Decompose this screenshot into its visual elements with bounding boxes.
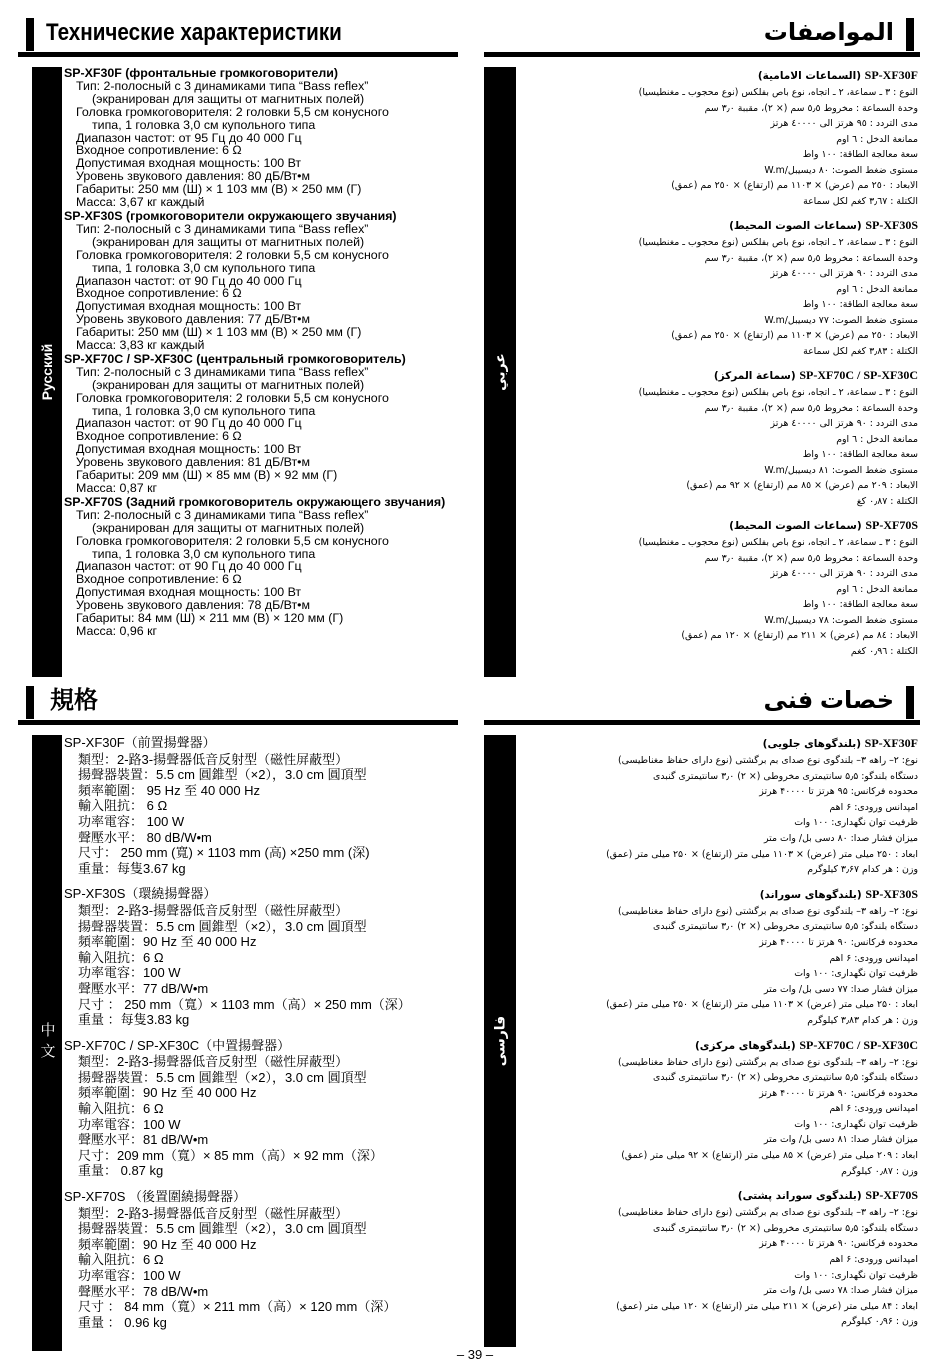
- persian-title: خصات فنی: [763, 687, 894, 714]
- spec-line: 聲壓水平：81 dB/W•m: [78, 1132, 209, 1148]
- model-heading: [512, 1187, 918, 1205]
- spec-section: [64, 735, 458, 876]
- spec-section: [512, 1037, 918, 1180]
- spec-line: 揚聲器裝置：5.5 cm 圓錐型（×2），3.0 cm 圓頂型: [78, 918, 367, 934]
- spec-line: 聲壓水平：77 dB/W•m: [78, 980, 209, 996]
- spec-line: مدى التردد : ٩٠ هرتز الى ٤٠٠٠٠ هرتز: [770, 568, 918, 579]
- spec-line: Уровень звукового давления: 78 дБ/Вт•м: [76, 598, 311, 613]
- model-number: SP-XF30F: [864, 68, 918, 82]
- spec-section: [64, 353, 458, 495]
- spec-line: ممانعة الدخل : ٦ اوم: [836, 283, 918, 295]
- spec-line: 輸入阻抗： 6 Ω: [78, 798, 168, 814]
- spec-line: ابعاد : ۸۴ میلی متر (عرض) × ۲۱۱ میلی متر (ارتفاع) × ۱۲۰ میلی متر (عمق): [616, 1300, 918, 1312]
- model-heading: [512, 886, 918, 904]
- model-heading: SP-XF30S（環繞揚聲器）: [64, 886, 217, 902]
- spec-line: (экранирован для защиты от магнитных полей): [92, 234, 365, 249]
- spec-section: [64, 67, 458, 209]
- spec-line: 輸入阻抗：6 Ω: [78, 1252, 164, 1268]
- persian-header: [484, 682, 920, 725]
- spec-line: Головка громкоговорителя: 2 головки 5,5 см конусного: [76, 533, 389, 548]
- spec-line: دستگاه بلندگو: ۵٫۵ سانتیمتری مخروطی (× ۲) ۳٫۰ سانتیمتری گنبدی: [653, 1222, 918, 1234]
- spec-section: [64, 886, 458, 1027]
- spec-line: ظرفیت توان نگهداری: ۱۰۰ وات: [794, 1269, 918, 1281]
- spec-section: [64, 210, 458, 352]
- spec-line: محدوده فرکانس: ۹۰ هرتز تا ۴۰۰۰۰ هرتز: [759, 1238, 918, 1250]
- model-heading: [512, 217, 918, 235]
- persian-section: [484, 682, 920, 1347]
- spec-line: Входное сопротивление: 6 Ω: [76, 143, 242, 158]
- model-heading: [512, 1037, 918, 1055]
- spec-line: مدى التردد : ٩٠ هرتز الى ٤٠٠٠٠ هرتز: [770, 268, 918, 279]
- spec-line: Уровень звукового давления: 77 дБ/Вт•м: [76, 312, 311, 327]
- spec-line: Уровень звукового давления: 80 дБ/Вт•м: [76, 169, 311, 184]
- model-heading: SP-XF30F (фронтальные громкоговорители): [64, 66, 338, 80]
- spec-line: Допустимая входная мощность: 100 Вт: [76, 585, 302, 600]
- spec-line: النوع : ٣ ـ سماعة، ٢ ـ اتجاه، نوع باص بفلكس (نوع محجوب ـ مغنطيسيا): [638, 237, 918, 248]
- spec-line: دستگاه بلندگو: ۵٫۵ سانتیمتری مخروطی (× ۲) ۳٫۰ سانتیمتری گنبدی: [653, 770, 918, 782]
- spec-line: 類型：2-路3-揚聲器低音反射型（磁性屏蔽型）: [78, 751, 349, 767]
- arabic-title: المواصفات: [763, 19, 894, 46]
- spec-line: Габариты: 84 мм (Ш) × 211 мм (В) × 120 мм (Г): [76, 611, 344, 626]
- spec-line: امپدانس ورودی: ۶ اهم: [829, 801, 918, 813]
- spec-line: Входное сопротивление: 6 Ω: [76, 572, 242, 587]
- spec-line: типа, 1 головка 3,0 см купольного типа: [92, 546, 316, 561]
- spec-line: (экранирован для защиты от магнитных полей): [92, 520, 365, 535]
- spec-line: 尺寸 ： 84 mm（寬）× 211 mm（高）× 120 mm（深）: [78, 1299, 397, 1315]
- spec-line: Тип: 2-полосный с 3 динамиками типа “Bass reflex”: [76, 364, 369, 379]
- header-marker-bar: [26, 18, 34, 51]
- spec-line: 類型：2-路3-揚聲器低音反射型（磁性屏蔽型）: [78, 902, 349, 918]
- spec-line: امپدانس ورودی: ۶ اهم: [829, 1254, 918, 1266]
- chinese-side-tab: [32, 735, 62, 1351]
- persian-spec-list: [512, 735, 920, 1330]
- model-number: SP-XF30S: [865, 886, 918, 901]
- chinese-spec-list: [58, 735, 458, 1330]
- model-heading: [512, 367, 918, 385]
- russian-side-label: Русский: [39, 343, 55, 401]
- spec-line: میزان فشار صدا: ۸۰ دسی بل/ وات متر: [763, 832, 918, 844]
- arabic-spec-list: [512, 67, 920, 659]
- spec-line: محدوده فرکانس: ۹۵ هرتز تا ۴۰۰۰۰ هرتز: [759, 786, 918, 798]
- spec-line: 聲壓水平：78 dB/W•m: [78, 1283, 209, 1299]
- spec-line: Габариты: 250 мм (Ш) × 1 103 мм (В) × 250 мм (Г): [76, 182, 362, 197]
- spec-line: ظرفیت توان نگهداری: ۱۰۰ وات: [794, 1118, 918, 1130]
- spec-line: الكتلة : ٣٫٨٣ كغم لكل سماعة: [803, 345, 918, 357]
- model-label: (بلندگوهای مرکزی): [695, 1039, 796, 1052]
- spec-line: الابعاد : ٢٠٩ مم (عرض) × ٨٥ مم (ارتفاع) × ٩٢ مم (عمق): [686, 480, 918, 491]
- spec-line: 重量 ：每隻3.83 kg: [78, 1012, 190, 1028]
- model-number: SP-XF70S: [865, 518, 918, 532]
- spec-line: 功率電容： 100 W: [78, 813, 185, 829]
- spec-line: ممانعة الدخل : ٦ اوم: [836, 133, 918, 145]
- spec-line: النوع : ٣ ـ سماعة، ٢ ـ اتجاه، نوع باص بفلكس (نوع محجوب ـ مغنطيسيا): [638, 87, 918, 98]
- spec-line: Уровень звукового давления: 81 дБ/Вт•м: [76, 455, 311, 470]
- spec-line: 功率電容：100 W: [78, 965, 181, 981]
- model-label: (سماعات الصوت المحيط): [729, 220, 862, 232]
- arabic-section: [484, 14, 920, 677]
- spec-line: Головка громкоговорителя: 2 головки 5,5 см конусного: [76, 390, 389, 405]
- spec-line: ظرفیت توان نگهداری: ۱۰۰ وات: [794, 817, 918, 829]
- header-marker-bar: [26, 686, 34, 719]
- model-label: (السماعات الامامية): [757, 70, 862, 82]
- spec-section: [64, 1038, 458, 1179]
- spec-section: [512, 367, 918, 509]
- spec-line: 揚聲器裝置：5.5 cm 圓錐型（×2），3.0 cm 圓頂型: [78, 1069, 367, 1085]
- spec-line: امپدانس ورودی: ۶ اهم: [829, 952, 918, 964]
- spec-line: میزان فشار صدا: ۸۱ دسی بل/ وات متر: [763, 1134, 918, 1146]
- model-number: SP-XF30F: [864, 736, 918, 750]
- spec-line: 功率電容：100 W: [78, 1116, 181, 1132]
- spec-line: محدوده فرکانس: ۹۰ هرتز تا ۴۰۰۰۰ هرتز: [759, 936, 918, 948]
- spec-line: دستگاه بلندگو: ۵٫۵ سانتیمتری مخروطی (× ۲) ۳٫۰ سانتیمتری گنبدی: [653, 921, 918, 933]
- spec-section: [512, 517, 918, 659]
- spec-line: Головка громкоговорителя: 2 головки 5,5 см конусного: [76, 247, 389, 262]
- spec-line: النوع : ٣ ـ سماعة، ٢ ـ اتجاه، نوع باص بفلكس (نوع محجوب ـ مغنطيسيا): [638, 387, 918, 398]
- persian-side-label: فارسی: [491, 1015, 508, 1067]
- spec-line: 尺寸：209 mm（寬）× 85 mm（高）× 92 mm（深）: [78, 1147, 383, 1163]
- arabic-side-tab: [484, 67, 516, 677]
- spec-line: ممانعة الدخل : ٦ اوم: [836, 433, 918, 445]
- russian-title: Технические характеристики: [46, 19, 342, 46]
- spec-line: типа, 1 головка 3,0 см купольного типа: [92, 117, 316, 132]
- spec-line: 尺寸： 250 mm (寬) × 1103 mm (高) ×250 mm (深): [78, 845, 370, 861]
- spec-line: Габариты: 209 мм (Ш) × 85 мм (В) × 92 мм (Г): [76, 468, 338, 483]
- spec-line: Масса: 0,96 кг: [76, 623, 158, 638]
- spec-line: سعة معالجة الطاقة: ١٠٠ واط: [802, 149, 918, 160]
- spec-line: 揚聲器裝置：5.5 cm 圓錐型（×2），3.0 cm 圓頂型: [78, 1221, 367, 1237]
- spec-line: نوع: ۲– راهه ۳– بلندگوی نوع صدای بم برگشتی (نوع دارای حفاظ مغناطیسی): [618, 1207, 918, 1219]
- spec-line: Тип: 2-полосный с 3 динамиками типа “Bass reflex”: [76, 221, 369, 236]
- model-label: (بلندگوهای سوراند): [759, 888, 862, 901]
- spec-line: النوع : ٣ ـ سماعة، ٢ ـ اتجاه، نوع باص بفلكس (نوع محجوب ـ مغنطيسيا): [638, 537, 918, 548]
- spec-line: مستوى ضغط الصوت: ٧٨ ديسيبل/W.m: [764, 614, 918, 626]
- spec-line: Допустимая входная мощность: 100 Вт: [76, 442, 302, 457]
- russian-header: [18, 14, 458, 57]
- spec-line: الكتلة : ٠٫٩٦ كغم: [850, 645, 918, 657]
- spec-line: ابعاد : ۲۰۹ میلی متر (عرض) × ۸۵ میلی متر (ارتفاع) × ۹۲ میلی متر (عمق): [621, 1150, 918, 1162]
- spec-line: ابعاد : ۲۵۰ میلی متر (عرض) × ۱۱۰۳ میلی متر (ارتفاع) × ۲۵۰ میلی متر (عمق): [606, 848, 918, 860]
- chinese-header: [18, 682, 458, 725]
- spec-line: الكتلة : ٣٫٦٧ كغم لكل سماعة: [803, 195, 918, 207]
- model-number: SP-XF30S: [865, 218, 918, 232]
- spec-line: 揚聲器裝置：5.5 cm 圓錐型（×2），3.0 cm 圓頂型: [78, 767, 367, 783]
- spec-line: 頻率範圍：90 Hz 至 40 000 Hz: [78, 1085, 257, 1101]
- spec-line: 輸入阻抗：6 Ω: [78, 1101, 164, 1117]
- spec-line: سعة معالجة الطاقة: ١٠٠ واط: [802, 449, 918, 460]
- russian-spec-list: [58, 67, 458, 638]
- spec-line: الابعاد : ٢٥٠ مم (عرض) × ١١٠٣ مم (ارتفاع) × ٢٥٠ مم (عمق): [671, 180, 918, 191]
- spec-line: типа, 1 головка 3,0 см купольного типа: [92, 403, 316, 418]
- spec-line: Диапазон частот: от 90 Гц до 40 000 Гц: [76, 273, 302, 288]
- model-label: (بلندگوهای جلویی): [762, 738, 862, 750]
- spec-line: وحدة السماعة : مخروط ٥٫٥ سم (× ٢)، مقببة ٣٫٠ سم: [704, 552, 918, 564]
- spec-section: [512, 735, 918, 878]
- spec-line: محدوده فرکانس: ۹۰ هرتز تا ۴۰۰۰۰ هرتز: [759, 1087, 918, 1099]
- spec-line: وزن : هر کدام ۳٫۸۳ کیلوگرم: [807, 1014, 918, 1026]
- russian-side-tab: [32, 67, 62, 677]
- model-heading: [512, 517, 918, 535]
- model-heading: SP-XF70C / SP-XF30C (центральный громкоговоритель): [64, 351, 406, 366]
- spec-line: 重量 ： 0.96 kg: [78, 1314, 167, 1330]
- spec-line: Масса: 0,87 кг: [76, 481, 158, 495]
- spec-line: وحدة السماعة : مخروط ٥٫٥ سم (× ٢)، مقببة ٣٫٠ سم: [704, 102, 918, 114]
- persian-side-tab: [484, 735, 516, 1347]
- spec-line: وزن : هر کدام ۳٫۶۷ کیلوگرم: [807, 864, 918, 876]
- spec-line: типа, 1 головка 3,0 см купольного типа: [92, 260, 316, 275]
- spec-line: 功率電容：100 W: [78, 1268, 181, 1283]
- model-heading: SP-XF70S （後置圍繞揚聲器）: [64, 1189, 247, 1205]
- spec-line: مستوى ضغط الصوت: ٨٠ ديسيبل/W.m: [764, 164, 918, 176]
- arabic-side-label: عربي: [491, 353, 508, 391]
- model-label: (سماعات الصوت المحيط): [729, 520, 862, 532]
- spec-line: الابعاد : ٢٥٠ مم (عرض) × ١١٠٣ مم (ارتفاع) × ٢٥٠ مم (عمق): [671, 330, 918, 341]
- spec-line: Головка громкоговорителя: 2 головки 5,5 см конусного: [76, 104, 389, 119]
- model-heading: SP-XF30S (громкоговорители окружающего звучания): [64, 208, 397, 223]
- spec-line: 輸入阻抗：6 Ω: [78, 949, 164, 965]
- spec-line: دستگاه بلندگو: ۵٫۵ سانتیمتری مخروطی (× ۲) ۳٫۰ سانتیمتری گنبدی: [653, 1072, 918, 1084]
- spec-section: [512, 217, 918, 359]
- header-marker-bar: [906, 18, 914, 51]
- spec-line: Диапазон частот: от 90 Гц до 40 000 Гц: [76, 416, 302, 431]
- spec-line: سعة معالجة الطاقة: ١٠٠ واط: [802, 299, 918, 310]
- spec-section: [512, 886, 918, 1029]
- spec-line: 頻率範圍：90 Hz 至 40 000 Hz: [78, 1236, 257, 1252]
- chinese-side-label: 中文: [38, 1022, 56, 1064]
- spec-line: 類型：2-路3-揚聲器低音反射型（磁性屏蔽型）: [78, 1205, 349, 1221]
- spec-line: امپدانس ورودی: ۶ اهم: [829, 1103, 918, 1115]
- spec-line: 頻率範圍：90 Hz 至 40 000 Hz: [78, 934, 257, 950]
- spec-line: ابعاد : ۲۵۰ میلی متر (عرض) × ۱۱۰۳ میلی متر (ارتفاع) × ۲۵۰ میلی متر (عمق): [606, 999, 918, 1011]
- model-label: (سماعة المركز): [713, 370, 796, 382]
- spec-line: Допустимая входная мощность: 100 Вт: [76, 156, 302, 171]
- model-heading: SP-XF70S (Задний громкоговоритель окружающего звучания): [64, 494, 446, 509]
- chinese-title: 規格: [50, 687, 98, 714]
- spec-line: نوع: ۲– راهه ۳– بلندگوی نوع صدای بم برگشتی (نوع دارای حفاظ مغناطیسی): [618, 755, 918, 766]
- spec-line: Масса: 3,83 кг каждый: [76, 338, 205, 353]
- chinese-section: [18, 682, 458, 1351]
- spec-line: Допустимая входная мощность: 100 Вт: [76, 299, 302, 314]
- spec-line: مستوى ضغط الصوت: ٧٧ ديسيبل/W.m: [764, 314, 918, 326]
- page-number: – 39 –: [456, 1347, 494, 1362]
- spec-line: 尺寸 ： 250 mm（寬）× 1103 mm（高）× 250 mm（深）: [78, 996, 411, 1012]
- model-heading: SP-XF70C / SP-XF30C（中置揚聲器）: [64, 1037, 291, 1053]
- spec-line: 聲壓水平： 80 dB/W•m: [78, 829, 212, 845]
- spec-line: میزان فشار صدا: ۷۸ دسی بل/ وات متر: [763, 1285, 918, 1297]
- spec-line: (экранирован для защиты от магнитных полей): [92, 377, 365, 392]
- spec-line: Диапазон частот: от 95 Гц до 40 000 Гц: [76, 130, 302, 145]
- spec-line: نوع: ۲– راهه ۳– بلندگوی نوع صدای بم برگشتی (نوع دارای حفاظ مغناطیسی): [618, 1056, 918, 1068]
- spec-section: [64, 496, 458, 638]
- spec-line: Тип: 2-полосный с 3 динамиками типа “Bass reflex”: [76, 78, 369, 93]
- spec-line: ظرفیت توان نگهداری: ۱۰۰ وات: [794, 968, 918, 980]
- spec-line: مدى التردد : ٩٠ هرتز الى ٤٠٠٠٠ هرتز: [770, 418, 918, 429]
- arabic-header: [484, 14, 920, 57]
- spec-section: [512, 67, 918, 209]
- spec-line: نوع: ۲– راهه ۳– بلندگوی نوع صدای بم برگشتی (نوع دارای حفاظ مغناطیسی): [618, 905, 918, 917]
- model-heading: [512, 67, 918, 85]
- spec-line: 頻率範圍： 95 Hz 至 40 000 Hz: [78, 782, 261, 798]
- spec-line: مستوى ضغط الصوت: ٨١ ديسيبل/W.m: [764, 464, 918, 476]
- spec-line: Тип: 2-полосный с 3 динамиками типа “Bass reflex”: [76, 507, 369, 522]
- model-heading: SP-XF30F（前置揚聲器）: [64, 735, 216, 750]
- model-label: (بلندگوی سوراند پشتی): [737, 1190, 862, 1203]
- russian-section: [18, 14, 458, 677]
- spec-line: وزن : ۰٫۹۶ کیلوگرم: [841, 1316, 918, 1328]
- spec-line: 重量： 0.87 kg: [78, 1163, 164, 1179]
- spec-line: Диапазон частот: от 90 Гц до 40 000 Гц: [76, 559, 302, 574]
- spec-line: Входное сопротивление: 6 Ω: [76, 429, 242, 444]
- spec-line: Габариты: 250 мм (Ш) × 1 103 мм (В) × 250 мм (Г): [76, 325, 362, 340]
- model-number: SP-XF70S: [865, 1188, 918, 1203]
- spec-line: الابعاد : ٨٤ مم (عرض) × ٢١١ مم (ارتفاع) × ١٢٠ مم (عمق): [681, 630, 918, 641]
- header-marker-bar: [906, 686, 914, 719]
- spec-line: (экранирован для защиты от магнитных полей): [92, 91, 365, 106]
- spec-line: Входное сопротивление: 6 Ω: [76, 286, 242, 301]
- model-number: SP-XF70C / SP-XF30C: [799, 1037, 918, 1052]
- spec-line: سعة معالجة الطاقة: ١٠٠ واط: [802, 599, 918, 610]
- spec-line: وزن : ۰٫۸۷ کیلوگرم: [841, 1165, 918, 1177]
- spec-line: 重量：每隻3.67 kg: [78, 860, 186, 876]
- model-heading: [512, 735, 918, 753]
- spec-line: وحدة السماعة : مخروط ٥٫٥ سم (× ٢)، مقببة ٣٫٠ سم: [704, 252, 918, 264]
- spec-section: [64, 1189, 458, 1330]
- spec-line: ممانعة الدخل : ٦ اوم: [836, 583, 918, 595]
- model-number: SP-XF70C / SP-XF30C: [799, 368, 918, 382]
- spec-line: میزان فشار صدا: ۷۷ دسی بل/ وات متر: [763, 983, 918, 995]
- spec-line: 類型：2-路3-揚聲器低音反射型（磁性屏蔽型）: [78, 1054, 349, 1070]
- spec-section: [512, 1187, 918, 1330]
- spec-line: مدى التردد : ٩٥ هرتز الى ٤٠٠٠٠ هرتز: [770, 118, 918, 129]
- spec-line: الكتلة : ٠٫٨٧ كغ: [856, 495, 918, 507]
- spec-line: Масса: 3,67 кг каждый: [76, 195, 205, 210]
- spec-line: وحدة السماعة : مخروط ٥٫٥ سم (× ٢)، مقببة ٣٫٠ سم: [704, 402, 918, 414]
